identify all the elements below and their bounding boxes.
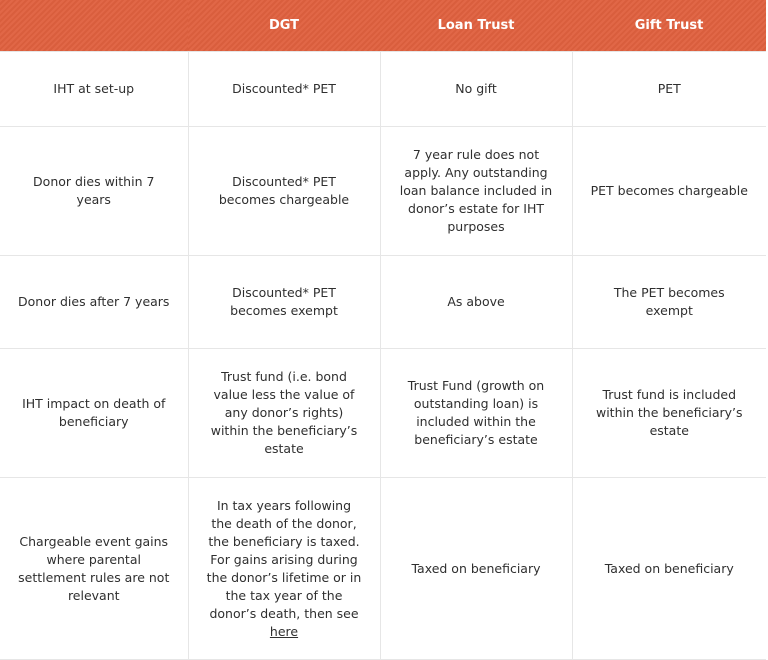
cell-loan-trust: 7 year rule does not apply. Any outstanding loan balance included in donor’s estate for IHT purposes — [380, 127, 572, 256]
cell-dgt: Discounted* PET becomes chargeable — [188, 127, 380, 256]
cell-gift-trust: The PET becomes exempt — [572, 256, 766, 349]
cell-dgt — [188, 478, 380, 660]
table-header — [0, 0, 766, 52]
header-gift-trust: Gift Trust — [572, 0, 766, 52]
cell-loan-trust: No gift — [380, 52, 572, 127]
cell-dgt: Discounted* PET — [188, 52, 380, 127]
row-label: Donor dies after 7 years — [0, 256, 188, 349]
cell-gift-trust: Taxed on beneficiary — [572, 478, 766, 660]
cell-loan-trust: As above — [380, 256, 572, 349]
cell-gift-trust: PET — [572, 52, 766, 127]
row-label: Donor dies within 7 years — [0, 127, 188, 256]
table-row — [0, 52, 766, 127]
cell-dgt: Discounted* PET becomes exempt — [188, 256, 380, 349]
here-link[interactable]: here — [269, 623, 299, 639]
cell-dgt: Trust fund (i.e. bond value less the value of any donor’s rights) within the beneficiary’s estate — [188, 349, 380, 478]
cell-gift-trust: Trust fund is included within the beneficiary’s estate — [572, 349, 766, 478]
table-body — [0, 52, 766, 660]
row-label: IHT at set-up — [0, 52, 188, 127]
header-empty — [0, 0, 188, 52]
row-label: IHT impact on death of beneficiary — [0, 349, 188, 478]
table-row — [0, 349, 766, 478]
cell-dgt-text: In tax years following the death of the donor, the beneficiary is taxed. For gains arising during the donor’s lifetime or in the tax year of the donor’s death, then see — [206, 497, 362, 621]
cell-loan-trust: Trust Fund (growth on outstanding loan) is included within the beneficiary’s estate — [380, 349, 572, 478]
cell-loan-trust: Taxed on beneficiary — [380, 478, 572, 660]
header-row — [0, 0, 766, 52]
header-loan-trust: Loan Trust — [380, 0, 572, 52]
table-row — [0, 256, 766, 349]
row-label: Chargeable event gains where parental settlement rules are not relevant — [0, 478, 188, 660]
header-dgt: DGT — [188, 0, 380, 52]
cell-gift-trust: PET becomes chargeable — [572, 127, 766, 256]
table-row — [0, 127, 766, 256]
table-row — [0, 478, 766, 660]
